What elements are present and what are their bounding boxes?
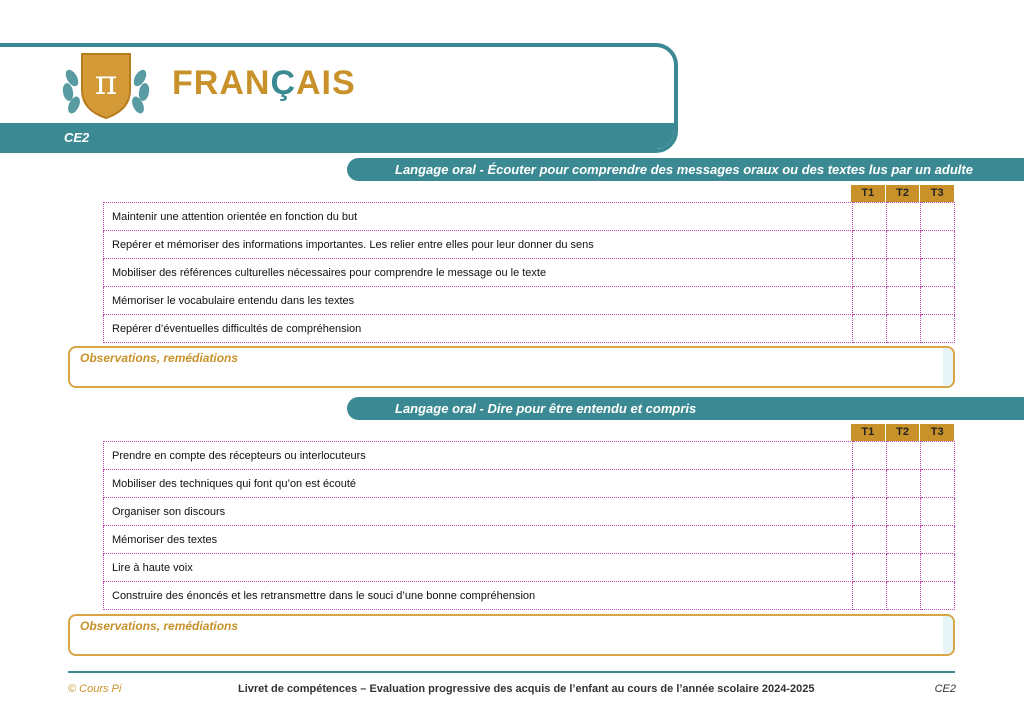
table-row (104, 470, 955, 498)
table-row (104, 582, 955, 610)
term-t1: T1 (851, 424, 886, 441)
competency-label: Prendre en compte des récepteurs ou interlocuteurs (104, 442, 853, 470)
term-header-2 (851, 424, 955, 441)
competency-label: Mémoriser des textes (104, 526, 853, 554)
grade-cell-t1[interactable] (853, 498, 887, 526)
grade-cell-t1[interactable] (853, 231, 887, 259)
header-band (0, 123, 674, 149)
grade-cell-t2[interactable] (887, 231, 921, 259)
section-2-title: Langage oral - Dire pour être entendu et compris (347, 397, 1024, 420)
grade-cell-t3[interactable] (921, 231, 955, 259)
competency-label: Mobiliser des techniques qui font qu’on est écouté (104, 470, 853, 498)
term-t2: T2 (886, 424, 921, 441)
svg-text:π: π (94, 63, 118, 103)
table-row (104, 498, 955, 526)
section-1-title: Langage oral - Écouter pour comprendre des messages oraux ou des textes lus par un adulte (347, 158, 1024, 181)
grade-cell-t2[interactable] (887, 259, 921, 287)
grade-cell-t1[interactable] (853, 315, 887, 343)
grade-cell-t2[interactable] (887, 203, 921, 231)
grade-cell-t3[interactable] (921, 287, 955, 315)
footer-copyright: © Cours Pi (68, 683, 122, 695)
grade-cell-t2[interactable] (887, 498, 921, 526)
grade-cell-t1[interactable] (853, 526, 887, 554)
table-row (104, 315, 955, 343)
grade-cell-t2[interactable] (887, 554, 921, 582)
grade-cell-t1[interactable] (853, 554, 887, 582)
grade-cell-t2[interactable] (887, 582, 921, 610)
grade-cell-t1[interactable] (853, 470, 887, 498)
term-t3: T3 (920, 185, 955, 202)
grade-cell-t1[interactable] (853, 582, 887, 610)
grade-cell-t2[interactable] (887, 442, 921, 470)
grade-cell-t3[interactable] (921, 315, 955, 343)
table-row (104, 231, 955, 259)
table-row (104, 554, 955, 582)
grade-cell-t3[interactable] (921, 526, 955, 554)
table-row (104, 442, 955, 470)
term-t1: T1 (851, 185, 886, 202)
competency-label: Repérer d’éventuelles difficultés de compréhension (104, 315, 853, 343)
competency-label: Lire à haute voix (104, 554, 853, 582)
level-label: CE2 (64, 130, 90, 145)
term-t3: T3 (920, 424, 955, 441)
grade-cell-t3[interactable] (921, 442, 955, 470)
table-row (104, 203, 955, 231)
competency-label: Repérer et mémoriser des informations importantes. Les relier entre elles pour leur donner du sens (104, 231, 853, 259)
table-row (104, 259, 955, 287)
competency-label: Mobiliser des références culturelles nécessaires pour comprendre le message ou le texte (104, 259, 853, 287)
competency-table-1 (103, 202, 955, 343)
pi-laurel-logo-icon (58, 48, 154, 120)
observations-label: Observations, remédiations (80, 351, 239, 365)
observations-box-1[interactable] (68, 346, 955, 388)
term-header-1 (851, 185, 955, 202)
footer-level: CE2 (934, 683, 956, 695)
grade-cell-t3[interactable] (921, 203, 955, 231)
grade-cell-t2[interactable] (887, 287, 921, 315)
subject-title: FRANÇAIS (172, 64, 356, 102)
grade-cell-t1[interactable] (853, 203, 887, 231)
footer-title: Livret de compétences – Evaluation progressive des acquis de l’enfant au cours de l’année scolaire 2024-2025 (238, 683, 815, 695)
grade-cell-t3[interactable] (921, 554, 955, 582)
footer-divider (68, 671, 955, 673)
competency-table-2 (103, 441, 955, 610)
competency-label: Maintenir une attention orientée en fonction du but (104, 203, 853, 231)
observations-box-2[interactable] (68, 614, 955, 656)
competency-label: Mémoriser le vocabulaire entendu dans les textes (104, 287, 853, 315)
observations-label: Observations, remédiations (80, 619, 239, 633)
competency-label: Construire des énoncés et les retransmettre dans le souci d’une bonne compréhension (104, 582, 853, 610)
grade-cell-t1[interactable] (853, 442, 887, 470)
grade-cell-t2[interactable] (887, 470, 921, 498)
grade-cell-t3[interactable] (921, 470, 955, 498)
grade-cell-t3[interactable] (921, 498, 955, 526)
grade-cell-t3[interactable] (921, 259, 955, 287)
grade-cell-t2[interactable] (887, 526, 921, 554)
table-row (104, 287, 955, 315)
grade-cell-t1[interactable] (853, 259, 887, 287)
grade-cell-t2[interactable] (887, 315, 921, 343)
term-t2: T2 (886, 185, 921, 202)
grade-cell-t3[interactable] (921, 582, 955, 610)
grade-cell-t1[interactable] (853, 287, 887, 315)
table-row (104, 526, 955, 554)
competency-label: Organiser son discours (104, 498, 853, 526)
